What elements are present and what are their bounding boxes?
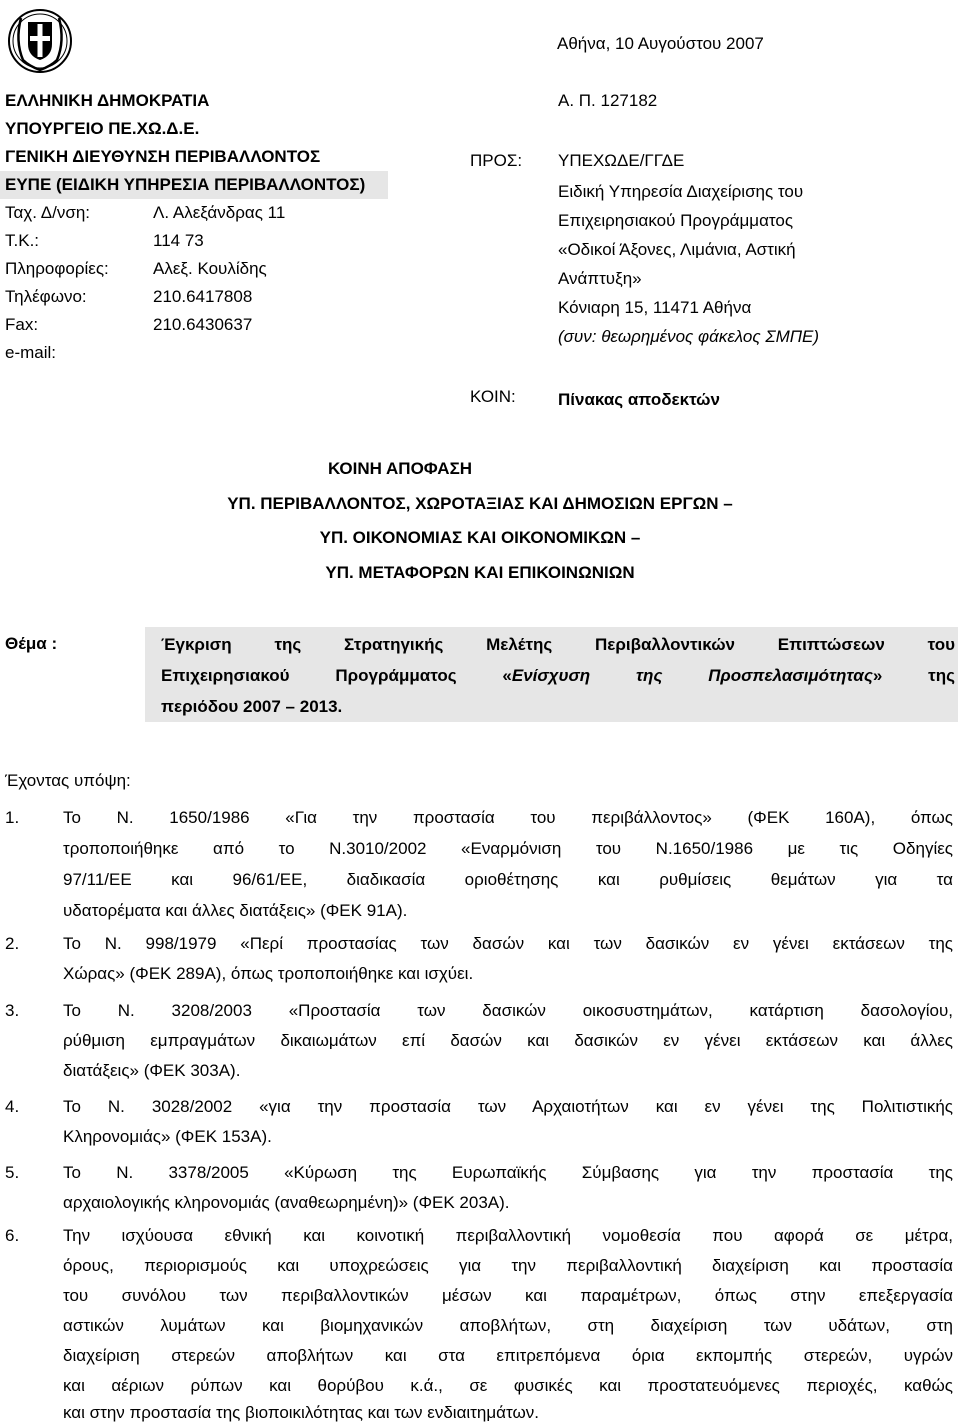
item-line: τροποποιήθηκε από το Ν.3010/2002 «Εναρμόνιση του Ν.1650/1986 με τις Οδηγίες bbox=[63, 839, 953, 858]
subject-program-name: Ενίσχυση της Προσπελασιμότητας bbox=[511, 666, 873, 685]
item-line: Την ισχύουσα εθνική και κοινοτική περιβαλλοντική νομοθεσία που αφορά σε μέτρα, bbox=[63, 1226, 953, 1245]
sender-field bbox=[5, 283, 252, 311]
item-number: 2. bbox=[5, 934, 20, 953]
greek-coat-of-arms-icon bbox=[7, 8, 73, 74]
item-line: υδατορέματα και άλλες διατάξεις» (ΦΕΚ 91Α). bbox=[63, 901, 408, 920]
item-line: και στην προστασία της βιοποικιλότητας και των ενδιαιτημάτων. bbox=[63, 1403, 539, 1422]
field-value: 114 73 bbox=[153, 231, 204, 250]
item-line: αρχαιολογικής κληρονομιάς (αναθεωρημένη)» (ΦΕΚ 203Α). bbox=[63, 1193, 510, 1212]
sender-header-line: ΥΠΟΥΡΓΕΙΟ ΠΕ.ΧΩ.Δ.Ε. bbox=[5, 119, 200, 138]
item-line: 97/11/ΕΕ και 96/61/ΕΕ, διαδικασία οριοθέτησης και ρυθμίσεις θεμάτων για τα bbox=[63, 870, 953, 889]
decision-title: ΥΠ. ΜΕΤΑΦΟΡΩΝ ΚΑΙ ΕΠΙΚΟΙΝΩΝΙΩΝ bbox=[325, 563, 635, 582]
sender-field bbox=[5, 255, 267, 283]
recipient-line: «Οδικοί Άξονες, Λιμάνια, Αστική bbox=[558, 240, 796, 259]
item-line: Το Ν. 998/1979 «Περί προστασίας των δασών και των δασικών εν γένει εκτάσεων της bbox=[63, 934, 953, 953]
recipient-line: Κόνιαρη 15, 11471 Αθήνα bbox=[558, 298, 752, 317]
sender-header-line: ΕΥΠΕ (ΕΙΔΙΚΗ ΥΠΗΡΕΣΙΑ ΠΕΡΙΒΑΛΛΟΝΤΟΣ) bbox=[5, 175, 366, 194]
field-value: 210.6430637 bbox=[153, 315, 253, 334]
decision-title: ΚΟΙΝΗ ΑΠΟΦΑΣΗ bbox=[327, 459, 473, 478]
subject-line: περιόδου 2007 – 2013. bbox=[161, 697, 343, 716]
field-value: 210.6417808 bbox=[153, 287, 253, 306]
field-label: Τηλέφωνο: bbox=[5, 287, 87, 306]
item-number: 6. bbox=[5, 1226, 20, 1245]
subject-box bbox=[145, 627, 958, 722]
sender-field bbox=[5, 311, 252, 339]
sender-field bbox=[5, 199, 285, 227]
item-line: Χώρας» (ΦΕΚ 289Α), όπως τροποποιήθηκε και ισχύει. bbox=[63, 964, 474, 983]
considering-heading: Έχοντας υπόψη: bbox=[5, 771, 131, 790]
recipient-line: Ειδική Υπηρεσία Διαχείρισης του bbox=[558, 182, 804, 201]
item-line: διατάξεις» (ΦΕΚ 303Α). bbox=[63, 1061, 241, 1080]
item-line: του συνόλου των περιβαλλοντικών μέσων και παραμέτρων, όπως στην επεξεργασία bbox=[63, 1286, 953, 1305]
sender-field bbox=[5, 339, 153, 367]
item-line: Κληρονομιάς» (ΦΕΚ 153Α). bbox=[63, 1127, 272, 1146]
field-label: Πληροφορίες: bbox=[5, 259, 109, 278]
sender-field bbox=[5, 227, 204, 255]
field-label: Τ.Κ.: bbox=[5, 231, 40, 250]
field-value: Αλεξ. Κουλίδης bbox=[153, 259, 267, 278]
subject-text: Επιχειρησιακού Προγράμματος « bbox=[161, 666, 512, 685]
field-value: Λ. Αλεξάνδρας 11 bbox=[153, 203, 286, 222]
subject-label: Θέμα : bbox=[5, 634, 58, 653]
subject-line: Έγκριση της Στρατηγικής Μελέτης Περιβαλλοντικών Επιπτώσεων του bbox=[161, 635, 955, 654]
item-number: 5. bbox=[5, 1163, 20, 1182]
item-line: ρύθμιση εμπραγμάτων δικαιωμάτων επί δασών και δασικών εν γένει εκτάσεων και άλλες bbox=[63, 1031, 953, 1050]
field-label: e-mail: bbox=[5, 343, 57, 362]
recipient-line: Επιχειρησιακού Προγράμματος bbox=[558, 211, 794, 230]
item-line: και αέριων ρύπων και θορύβου κ.ά., σε φυσικές και προστατευόμενες περιοχές, καθώς bbox=[63, 1376, 953, 1395]
item-line: όρους, περιορισμούς και υποχρεώσεις για την περιβαλλοντική διαχείριση και προστασία bbox=[63, 1256, 953, 1275]
item-number: 3. bbox=[5, 1001, 20, 1020]
sender-header-line: ΕΛΛΗΝΙΚΗ ΔΗΜΟΚΡΑΤΙΑ bbox=[5, 91, 210, 110]
item-line: Το Ν. 1650/1986 «Για την προστασία του περιβάλλοντος» (ΦΕΚ 160Α), όπως bbox=[63, 808, 953, 827]
subject-text: » της bbox=[872, 666, 955, 685]
item-line: Το Ν. 3028/2002 «για την προστασία των Αρχαιοτήτων και εν γένει της Πολιτιστικής bbox=[63, 1097, 953, 1116]
item-number: 4. bbox=[5, 1097, 20, 1116]
reference-number: Α. Π. 127182 bbox=[558, 91, 658, 110]
item-number: 1. bbox=[5, 808, 20, 827]
recipient-line: ΥΠΕΧΩΔΕ/ΓΓΔΕ bbox=[558, 151, 685, 170]
item-line: αστικών λυμάτων και βιομηχανικών αποβλήτων, στη διαχείριση των υδάτων, στη bbox=[63, 1316, 953, 1335]
item-line: Το Ν. 3378/2005 «Κύρωση της Ευρωπαϊκής Σύμβασης για την προστασία της bbox=[63, 1163, 953, 1182]
field-label: Fax: bbox=[5, 315, 39, 334]
subject-line bbox=[161, 660, 955, 691]
sender-header-line: ΓΕΝΙΚΗ ΔΙΕΥΘΥΝΣΗ ΠΕΡΙΒΑΛΛΟΝΤΟΣ bbox=[5, 147, 321, 166]
decision-title: ΥΠ. ΠΕΡΙΒΑΛΛΟΝΤΟΣ, ΧΩΡΟΤΑΞΙΑΣ ΚΑΙ ΔΗΜΟΣΙΩΝ ΕΡΓΩΝ – bbox=[227, 494, 733, 513]
item-line: διαχείριση στερεών αποβλήτων και στα επιτρεπόμενα όρια εκπομπής στερεών, υγρών bbox=[63, 1346, 953, 1365]
recipient-line: Ανάπτυξη» bbox=[558, 269, 642, 288]
field-label: Ταχ. Δ/νση: bbox=[5, 203, 91, 222]
item-line: Το Ν. 3208/2003 «Προστασία των δασικών οικοσυστημάτων, κατάρτιση δασολογίου, bbox=[63, 1001, 953, 1020]
document-date: Αθήνα, 10 Αυγούστου 2007 bbox=[557, 34, 764, 53]
decision-title: ΥΠ. ΟΙΚΟΝΟΜΙΑΣ ΚΑΙ ΟΙΚΟΝΟΜΙΚΩΝ – bbox=[319, 528, 641, 547]
recipient-line: (συν: θεωρημένος φάκελος ΣΜΠΕ) bbox=[558, 327, 820, 346]
cc-label: ΚΟΙΝ: bbox=[470, 387, 516, 406]
cc-value: Πίνακας αποδεκτών bbox=[558, 390, 720, 409]
recipient-label: ΠΡΟΣ: bbox=[470, 151, 523, 170]
